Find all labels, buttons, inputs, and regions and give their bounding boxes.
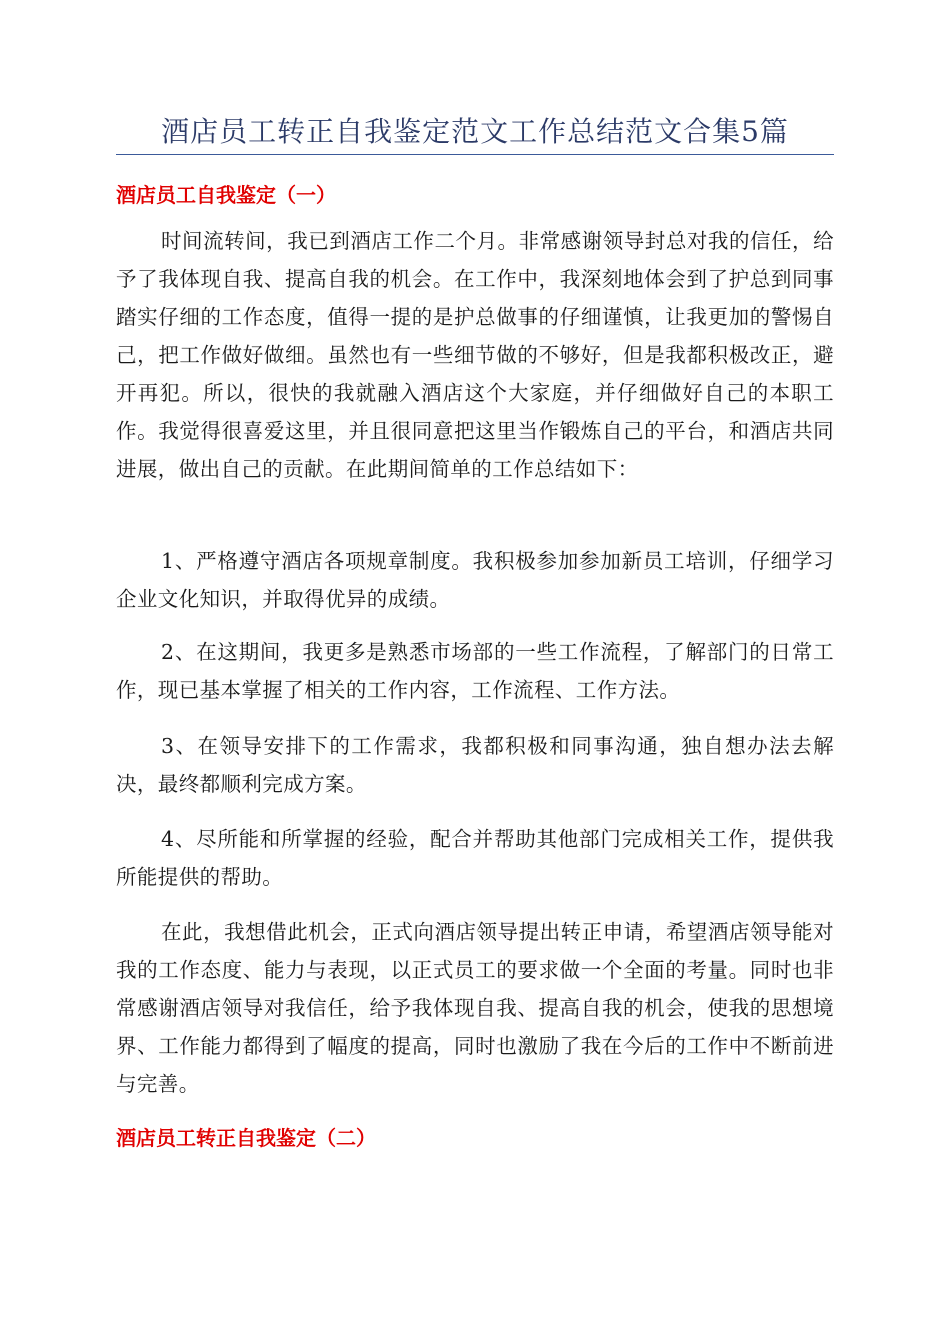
paragraph-intro: 时间流转间，我已到酒店工作二个月。非常感谢领导封总对我的信任，给予了我体现自我、提高自我的机会。在工作中，我深刻地体会到了护总到同事踏实仔细的工作态度，值得一提的是护总做事的仔细谨慎，让我更加的警惕自己，把工作做好做细。虽然也有一些细节做的不够好，但是我都积极改正，避开再犯。所以，很快的我就融入酒店这个大家庭，并仔细做好自己的本职工作。我觉得很喜爱这里，并且很同意把这里当作锻炼自己的平台，和酒店共同进展，做出自己的贡献。在此期间简单的工作总结如下： xyxy=(116,229,834,481)
paragraph-item-4: 4、尽所能和所掌握的经验，配合并帮助其他部门完成相关工作，提供我所能提供的帮助。 xyxy=(116,827,834,889)
document-title: 酒店员工转正自我鉴定范文工作总结范文合集5篇 xyxy=(161,115,789,148)
section-heading-2: 酒店员工转正自我鉴定（二） xyxy=(116,1126,376,1150)
paragraph-item-2: 2、在这期间，我更多是熟悉市场部的一些工作流程，了解部门的日常工作，现已基本掌握了相关的工作内容，工作流程、工作方法。 xyxy=(116,640,834,702)
paragraph-item-1: 1、严格遵守酒店各项规章制度。我积极参加参加新员工培训，仔细学习企业文化知识，并取得优异的成绩。 xyxy=(116,549,834,611)
paragraph-item-3: 3、在领导安排下的工作需求，我都积极和同事沟通，独自想办法去解决，最终都顺利完成方案。 xyxy=(116,734,834,796)
title-underline xyxy=(116,154,834,155)
paragraph-conclusion: 在此，我想借此机会，正式向酒店领导提出转正申请，希望酒店领导能对我的工作态度、能力与表现，以正式员工的要求做一个全面的考量。同时也非常感谢酒店领导对我信任，给予我体现自我、提高自我的机会，使我的思想境界、工作能力都得到了幅度的提高，同时也激励了我在今后的工作中不断前进与完善。 xyxy=(116,920,834,1096)
section-heading-1: 酒店员工自我鉴定（一） xyxy=(116,183,336,207)
